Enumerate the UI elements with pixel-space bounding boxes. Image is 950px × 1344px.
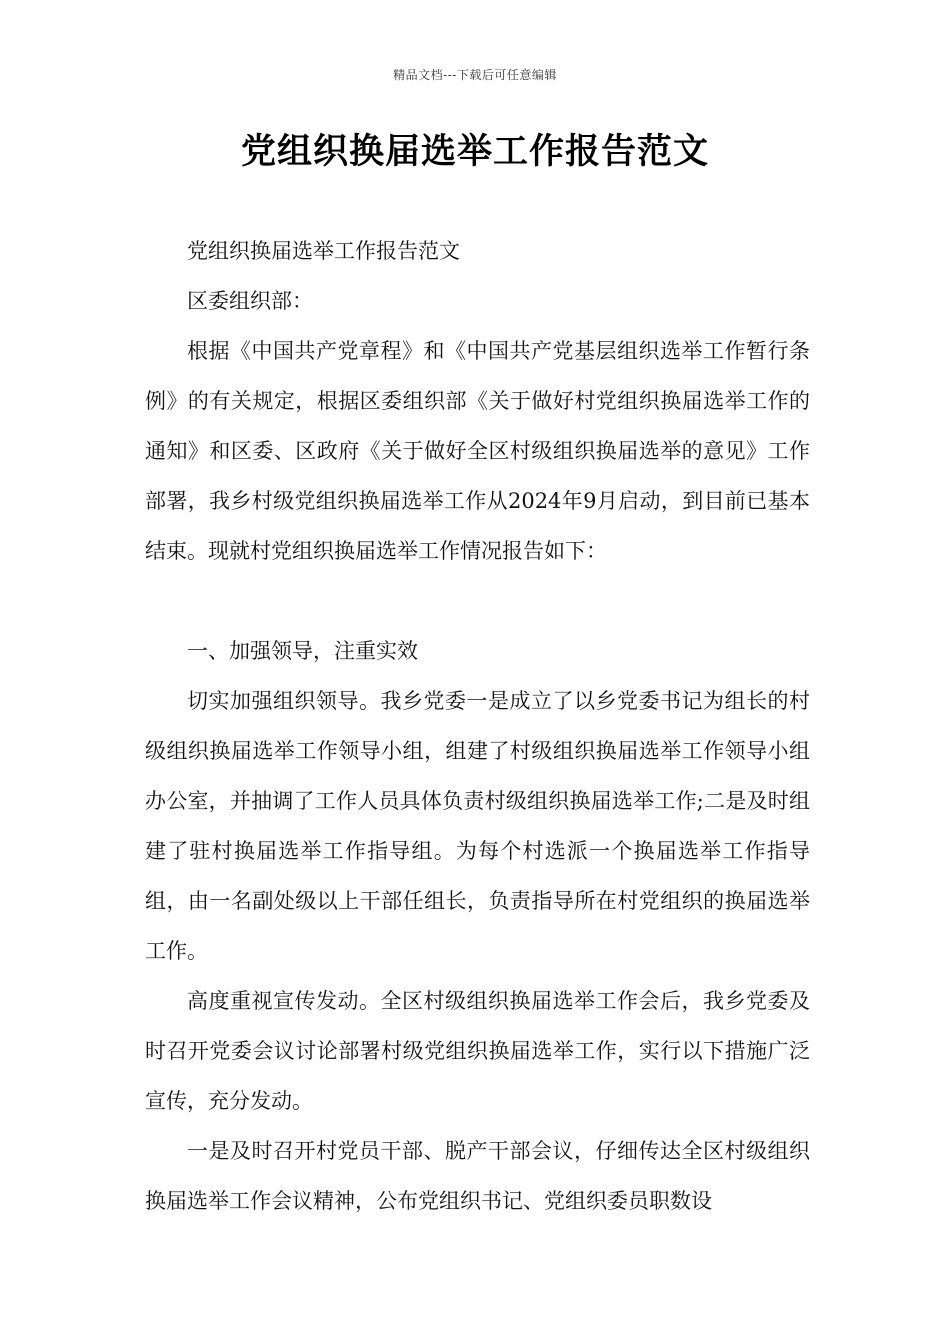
document-body [145, 226, 810, 1226]
intro-paragraph: 根据《中国共产党章程》和《中国共产党基层组织选举工作暂行条例》的有关规定，根据区委组织部《关于做好村党组织换届选举工作的通知》和区委、区政府《关于做好全区村级组织换届选举的意见》工作部署，我乡村级党组织换届选举工作从2024年9月启动，到目前已基本结束。现就村党组织换届选举工作情况报告如下： [145, 339, 810, 563]
subtitle-paragraph: 党组织换届选举工作报告范文 [187, 239, 460, 263]
addressee-paragraph: 区委组织部： [187, 289, 313, 313]
body-paragraph: 一是及时召开村党员干部、脱产干部会议，仔细传达全区村级组织换届选举工作会议精神，公布党组织书记、党组织委员职数设 [145, 1139, 810, 1213]
document-title: 党组织换届选举工作报告范文 [240, 131, 709, 172]
header-note: 精品文档---下载后可任意编辑 [393, 68, 557, 82]
section-heading: 一、加强领导，注重实效 [187, 639, 418, 663]
body-paragraph: 高度重视宣传发动。全区村级组织换届选举工作会后，我乡党委及时召开党委会议讨论部署村级党组织换届选举工作，实行以下措施广泛宣传，充分发动。 [145, 989, 810, 1113]
body-paragraph: 切实加强组织领导。我乡党委一是成立了以乡党委书记为组长的村级组织换届选举工作领导小组，组建了村级组织换届选举工作领导小组办公室，并抽调了工作人员具体负责村级组织换届选举工作;二是及时组建了驻村换届选举工作指导组。为每个村选派一个换届选举工作指导组，由一名副处级以上干部任组长，负责指导所在村党组织的换届选举工作。 [145, 689, 810, 963]
